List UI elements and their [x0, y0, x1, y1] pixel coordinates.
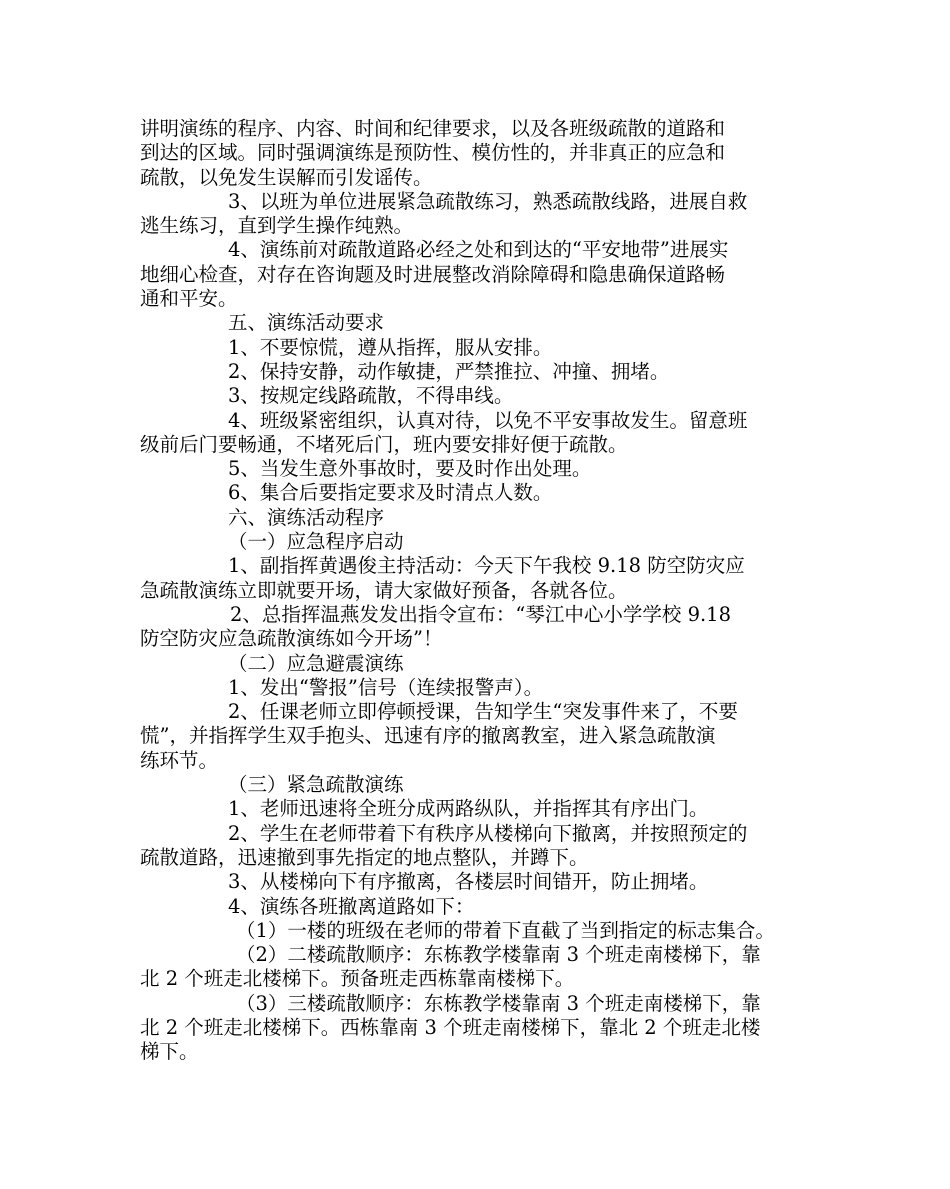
text-line: 2、总指挥温燕发发出指令宣布：“琴江中心小学学校 9.18	[230, 602, 731, 626]
text-line: 4、演练前对疏散道路必经之处和到达的“平安地带”进展实	[228, 238, 729, 262]
text-line: 讲明演练的程序、内容、时间和纪律要求，以及各班级疏散的道路和	[140, 117, 726, 140]
text-line: 3、以班为单位进展紧急疏散练习，熟悉疏散线路，进展自救	[228, 189, 748, 213]
text-line: 疏散道路，迅速撤到事先指定的地点整队，并蹲下。	[140, 845, 589, 869]
text-line: 1、不要惊慌，遵从指挥，服从安排。	[228, 335, 553, 359]
text-line: 练环节。	[140, 748, 219, 772]
text-line: 六、演练活动程序	[228, 505, 385, 529]
text-line: 1、发出“警报”信号（连续报警声）。	[228, 675, 544, 699]
document-page	[140, 117, 820, 1065]
document-body	[140, 117, 820, 1065]
text-line: 急疏散演练立即就要开场，请大家做好预备，各就各位。	[140, 578, 628, 602]
text-line: 3、从楼梯向下有序撤离，各楼层时间错开，防止拥堵。	[228, 870, 709, 894]
text-line: 防空防灾应急疏散演练如今开场”！	[140, 627, 443, 651]
text-line: 6、集合后要指定要求及时清点人数。	[228, 481, 553, 505]
text-line: 五、演练活动要求	[228, 311, 385, 335]
text-line: 3、按规定线路疏散，不得串线。	[228, 384, 514, 408]
text-line: （二）应急避震演练	[228, 651, 404, 675]
text-line: 梯下。	[140, 1040, 199, 1064]
text-line: 4、演练各班撤离道路如下：	[228, 894, 475, 918]
text-line: 4、班级紧密组织，认真对待，以免不平安事故发生。留意班	[228, 408, 748, 432]
text-line: 通和平安。	[140, 287, 238, 311]
text-line: （1）一楼的班级在老师的带着下直截了当到指定的标志集合。	[236, 918, 775, 942]
text-line: （3）三楼疏散顺序：东栋教学楼靠南 3 个班走南楼梯下，靠	[236, 991, 761, 1015]
text-line: 级前后门要畅通，不堵死后门，班内要安排好便于疏散。	[140, 432, 628, 456]
text-line: 疏散，以免发生误解而引发谣传。	[140, 165, 433, 189]
text-line: 2、学生在老师带着下有秩序从楼梯向下撤离，并按照预定的	[228, 821, 748, 845]
text-line: （2）二楼疏散顺序：东栋教学楼靠南 3 个班走南楼梯下，靠	[236, 943, 761, 967]
text-line: 地细心检查，对存在咨询题及时进展整改消除障碍和隐患确保道路畅	[140, 262, 726, 286]
text-line: 1、老师迅速将全班分成两路纵队，并指挥其有序出门。	[228, 797, 709, 821]
text-line: （三）紧急疏散演练	[228, 773, 404, 797]
text-line: 北 2 个班走北楼梯下。西栋靠南 3 个班走南楼梯下，靠北 2 个班走北楼	[140, 1015, 761, 1039]
text-line: 2、任课老师立即停顿授课，告知学生“突发事件来了，不要	[228, 700, 738, 724]
text-line: 2、保持安静，动作敏捷，严禁推拉、冲撞、拥堵。	[228, 359, 670, 383]
text-line: 5、当发生意外事故时，要及时作出处理。	[228, 457, 592, 481]
text-line: 到达的区域。同时强调演练是预防性、模仿性的，并非真正的应急和	[140, 141, 726, 165]
text-line: （一）应急程序启动	[228, 530, 404, 554]
text-line: 逃生练习，直到学生操作纯熟。	[140, 214, 414, 238]
text-line: 慌”，并指挥学生双手抱头、迅速有序的撤离教室，进入紧急疏散演	[140, 724, 716, 748]
text-line: 北 2 个班走北楼梯下。预备班走西栋靠南楼梯下。	[140, 967, 575, 991]
text-line: 1、副指挥黄遇俊主持活动：今天下午我校 9.18 防空防灾应	[228, 554, 745, 578]
